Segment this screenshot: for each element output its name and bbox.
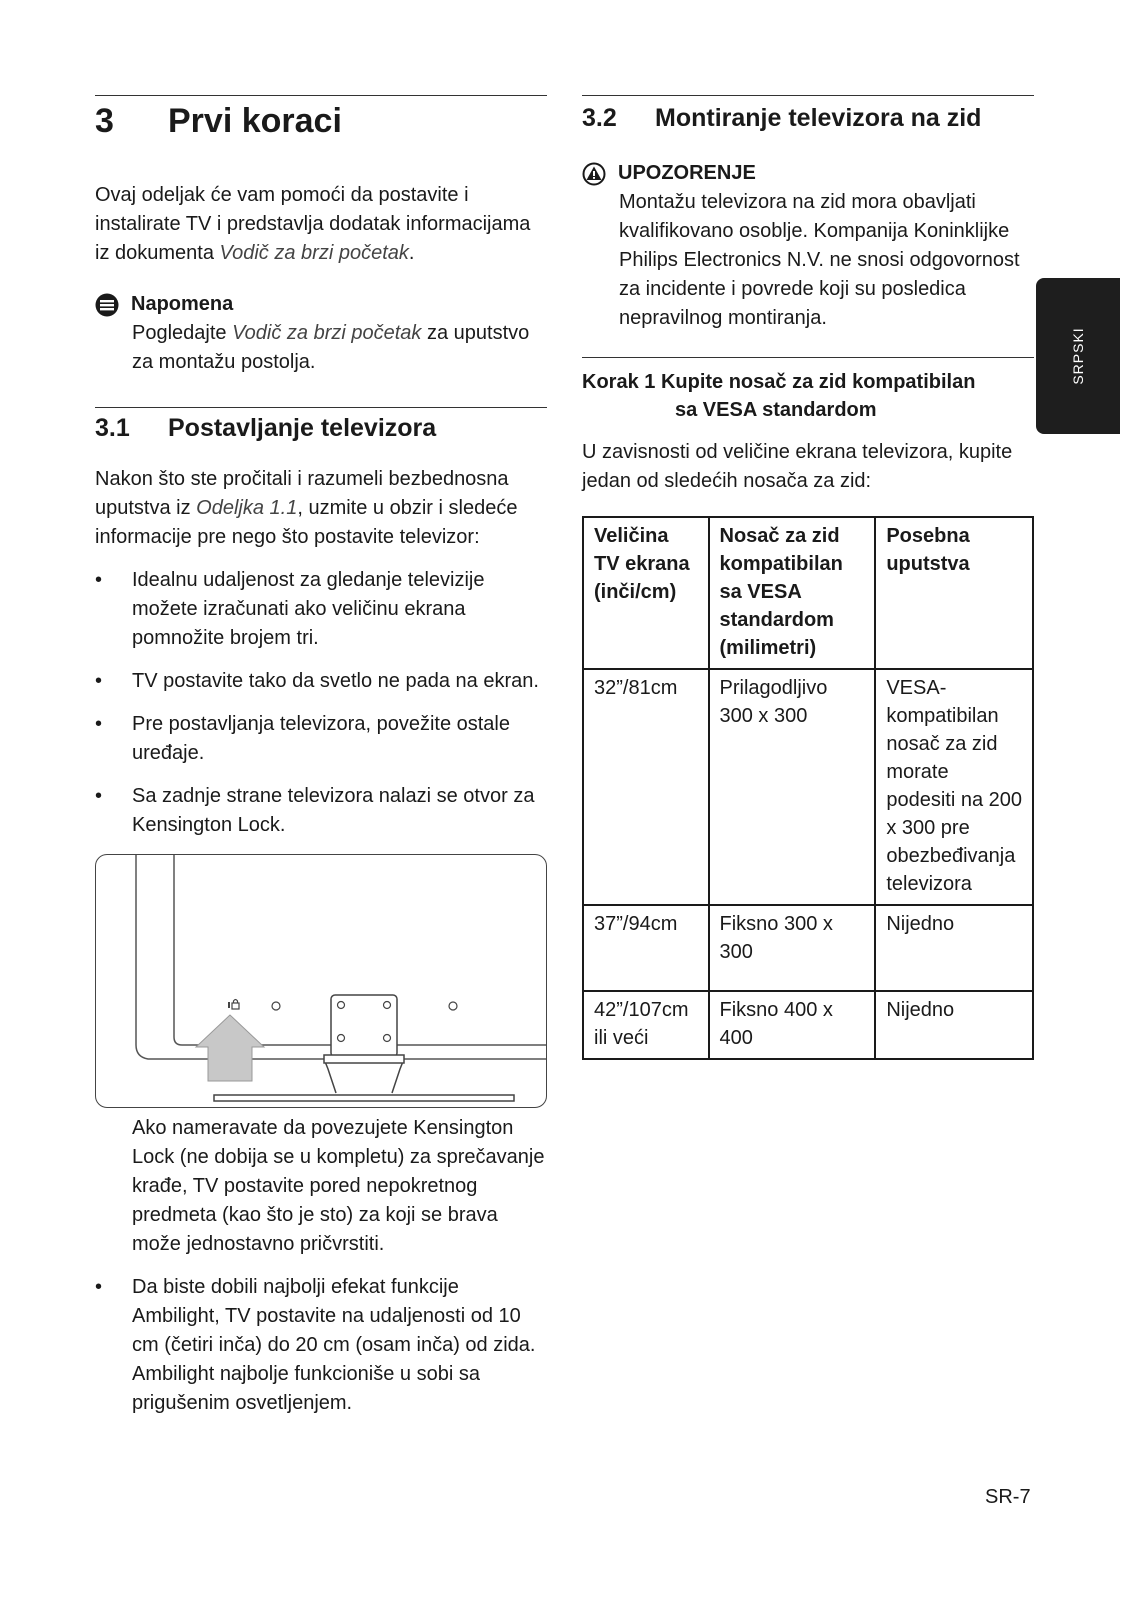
note-title <box>95 290 547 319</box>
section-3-2-number: 3.2 <box>582 104 617 132</box>
table-row <box>583 669 1033 905</box>
intro-italic: Vodič za brzi početak <box>219 242 409 264</box>
table-cell: Nijedno <box>875 905 1033 991</box>
warning-icon <box>582 162 606 186</box>
intro-text-end: . <box>408 242 415 264</box>
page-number: SR-7 <box>985 1486 1031 1508</box>
section-3-1-rule <box>95 407 547 408</box>
table-header-cell: Nosač za zid kompatibilan sa VESA standardom (milimetri) <box>709 517 876 669</box>
note-box <box>95 290 547 377</box>
section-intro-italic: Odeljka 1.1 <box>196 497 298 519</box>
table-cell: Fiksno 400 x 400 <box>709 991 876 1059</box>
table-header-cell: Posebna uputstva <box>875 517 1033 669</box>
bullet-dot: • <box>95 670 103 692</box>
note-italic: Vodič za brzi početak <box>232 322 422 344</box>
vesa-table <box>582 516 1034 1060</box>
list-item <box>95 710 547 768</box>
bullet-dot: • <box>95 713 103 735</box>
note-text <box>95 319 547 377</box>
section-3-2-rule <box>582 95 1034 96</box>
ambilight-bullets <box>95 1273 547 1418</box>
bullet-text: Da biste dobili najbolji efekat funkcije Ambilight, TV postavite na udaljenosti od 10 cm (četiri inča) do 20 cm (osam inča) od zida. Ambilight najbolje funkcioniše u sobi sa prigušenim osvetljenjem. <box>132 1276 536 1414</box>
kensington-paragraph: Ako nameravate da povezujete Kensington Lock (ne dobija se u kompletu) za sprečavanje krađe, TV postavite pored nepokretnog predmeta (kao što je sto) za koji se brava može jednostavno pričvrstiti. <box>132 1117 545 1255</box>
warning-title <box>582 159 1034 188</box>
section-3-2-heading <box>582 104 1034 133</box>
section-3-2-title: Montiranje televizora na zid <box>655 104 982 132</box>
table-cell: Prilagodljivo 300 x 300 <box>709 669 876 905</box>
warning-title-text: UPOZORENJE <box>618 162 756 184</box>
warning-text: Montažu televizora na zid mora obavljati kvalifikovano osoblje. Kompanija Koninklijke Philips Electronics N.V. ne snosi odgovornost za incidente i povrede koji su posledica nepravilnog montiranja. <box>619 191 1020 329</box>
step-title-line-1: Kupite nosač za zid kompatibilan <box>660 371 976 393</box>
table-cell: 37”/94cm <box>583 905 709 991</box>
section-intro-text-end: , uzmite u obzir i sledeće informacije pre nego što postavite televizor: <box>95 497 518 548</box>
section-3-1-heading <box>95 414 547 443</box>
step-title-line-2: sa VESA standardom <box>675 399 877 421</box>
left-column <box>95 95 547 1418</box>
section-3-1-intro <box>95 465 547 552</box>
bullet-text: Idealnu udaljenost za gledanje televizije možete izračunati ako veličinu ekrana pomnožite brojem tri. <box>132 569 485 649</box>
note-text-start: Pogledajte <box>132 322 233 344</box>
intro-text: Ovaj odeljak će vam pomoći da postavite i instalirate TV i predstavlja dodatak informacijama iz dokumenta <box>95 184 531 264</box>
list-item <box>95 1273 547 1418</box>
table-header-cell: Veličina TV ekrana (inči/cm) <box>583 517 709 669</box>
section-3-1-number: 3.1 <box>95 414 130 442</box>
list-item <box>95 667 547 696</box>
chapter-number: 3 <box>95 102 114 140</box>
bullet-text: TV postavite tako da svetlo ne pada na ekran. <box>132 670 539 692</box>
language-tab <box>1036 278 1120 434</box>
note-text-end: za uputstvo za montažu postolja. <box>132 322 530 373</box>
table-cell: Fiksno 300 x 300 <box>709 905 876 991</box>
section-intro-text: Nakon što ste pročitali i razumeli bezbednosna uputstva iz <box>95 468 509 519</box>
bullet-dot: • <box>95 569 103 591</box>
table-row <box>583 991 1033 1059</box>
step-rule <box>582 357 1034 358</box>
list-item <box>95 782 547 840</box>
bullet-dot: • <box>95 1276 103 1298</box>
intro-paragraph <box>95 181 547 268</box>
placement-bullets <box>95 566 547 840</box>
right-column <box>582 95 1034 1060</box>
bullet-text: Sa zadnje strane televizora nalazi se otvor za Kensington Lock. <box>132 785 535 836</box>
step-label: Korak 1 <box>582 371 656 393</box>
table-cell: VESA-kompatibilan nosač za zid morate podesiti na 200 x 300 pre obezbeđivanja televizora <box>875 669 1033 905</box>
list-item <box>95 566 547 653</box>
step-heading-line-1 <box>582 368 1034 396</box>
table-header-row <box>583 517 1033 669</box>
section-3-1-title: Postavljanje televizora <box>168 414 437 442</box>
warning-box <box>582 159 1034 333</box>
chapter-heading <box>95 102 547 141</box>
chapter-title: Prvi koraci <box>168 102 342 140</box>
kensington-lock-illustration <box>95 854 547 1108</box>
note-title-text: Napomena <box>131 293 234 315</box>
step-intro: U zavisnosti od veličine ekrana televizora, kupite jedan od sledećih nosača za zid: <box>582 441 1013 492</box>
bullet-dot: • <box>95 785 103 807</box>
tv-back-drawing <box>96 855 546 1107</box>
table-cell: 32”/81cm <box>583 669 709 905</box>
note-icon <box>95 293 119 317</box>
chapter-rule <box>95 95 547 96</box>
step-heading <box>582 368 1034 424</box>
language-tab-label: SRPSKI <box>1070 327 1086 385</box>
table-cell: 42”/107cm ili veći <box>583 991 709 1059</box>
table-cell: Nijedno <box>875 991 1033 1059</box>
lock-icon <box>228 1000 239 1010</box>
bullet-text: Pre postavljanja televizora, povežite ostale uređaje. <box>132 713 510 764</box>
table-row <box>583 905 1033 991</box>
